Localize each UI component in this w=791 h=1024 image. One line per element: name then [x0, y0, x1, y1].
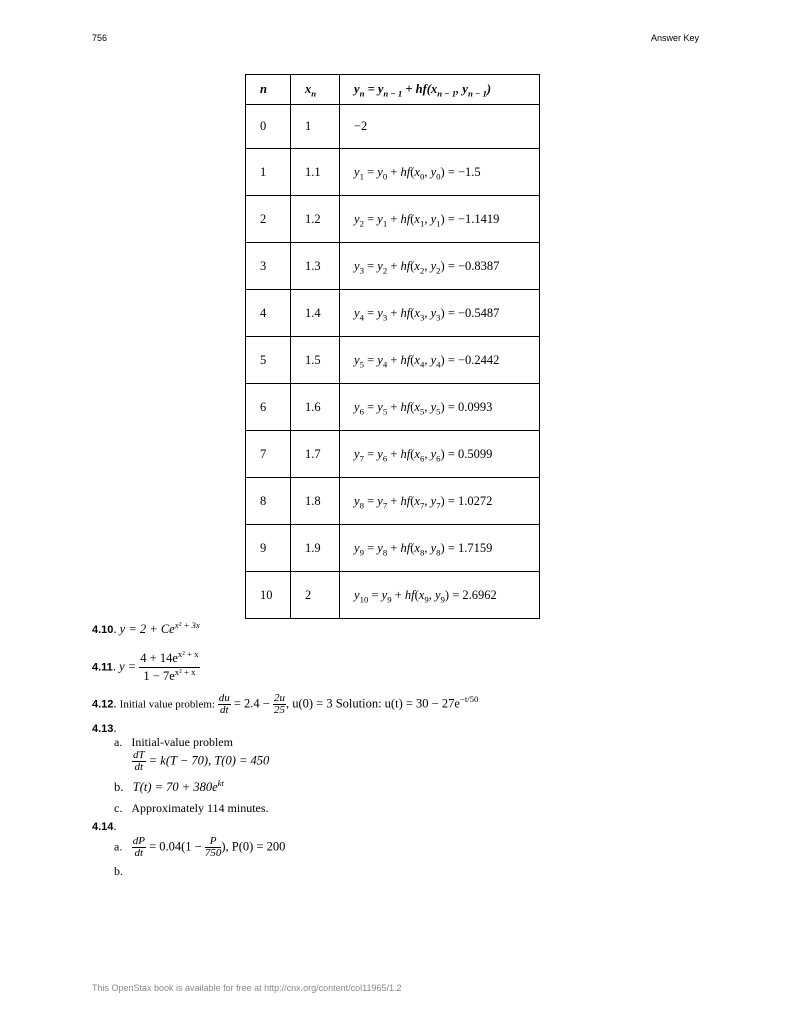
cell-x: 1.1	[291, 149, 340, 196]
cell-y: $y_3 = y_2 + hf(x_2$, $y_2) = -0.8387$	[340, 243, 540, 290]
cell-y: $y_{10} = y_9 + hf(x_9$, $y_9) = 2.6962$	[340, 572, 540, 619]
answer-4-13-b: b. $T(t) = 70 + 380e^{kt}$	[114, 777, 224, 794]
table-row	[246, 243, 540, 290]
answer-4-14-a: a. $\frac{dP}{dt}$ = 0.04(1 − $\frac{P}{750}$ ), P(0) = 200	[114, 835, 286, 859]
cell-n: 2	[246, 196, 291, 243]
cell-x: 1.3	[291, 243, 340, 290]
cell-n: 10	[246, 572, 291, 619]
table-row	[246, 105, 540, 149]
answer-4-13-label: 4.13.	[92, 721, 117, 735]
answer-4-13-a: a. Initial-value problem	[114, 735, 233, 749]
cell-n: 8	[246, 478, 291, 525]
cell-y: −2	[340, 105, 540, 149]
cell-x: 1.7	[291, 431, 340, 478]
header-xn: $x_n$	[291, 75, 340, 105]
cell-x: 1	[291, 105, 340, 149]
answer-4-14-b: b.	[114, 864, 123, 878]
table-row	[246, 478, 540, 525]
section-title: Answer Key	[650, 33, 699, 43]
cell-y: $y_5 = y_4 + hf(x_4$, $y_4) = -0.2442$	[340, 337, 540, 384]
table-row	[246, 337, 540, 384]
answer-4-13-c: c. Approximately 114 minutes.	[114, 801, 269, 815]
cell-n: 1	[246, 149, 291, 196]
cell-x: 1.5	[291, 337, 340, 384]
table-row	[246, 290, 540, 337]
header-yn: $y_n = y_{n - 1} + hf(x_{n - 1}$, $y_{n - 1}$)	[340, 75, 540, 105]
answer-4-12: 4.12. Initial value problem: $\frac{du}{dt}$ = 2.4 − $\frac{2u}{25}$ , u(0) = 3 Solution: $u(t) = 30 - 27e^{-t/50}$	[92, 692, 479, 716]
cell-n: 4	[246, 290, 291, 337]
cell-y: $y_4 = y_3 + hf(x_3$, $y_3) = -0.5487$	[340, 290, 540, 337]
cell-n: 6	[246, 384, 291, 431]
cell-y: $y_2 = y_1 + hf(x_1$, $y_1) = -1.1419$	[340, 196, 540, 243]
cell-y: $y_1 = y_0 + hf(x_0$, $y_0) = -1.5$	[340, 149, 540, 196]
euler-table	[245, 74, 540, 619]
cell-x: 1.2	[291, 196, 340, 243]
answer-4-13-a-equation: $\frac{dT}{dt}$ = k(T − 70), T(0) = 450	[133, 749, 270, 773]
answer-4-14-label: 4.14.	[92, 819, 117, 833]
table-row	[246, 525, 540, 572]
cell-x: 1.9	[291, 525, 340, 572]
cell-n: 3	[246, 243, 291, 290]
cell-y: $y_6 = y_5 + hf(x_5$, $y_5) = 0.0993$	[340, 384, 540, 431]
table-row	[246, 572, 540, 619]
cell-n: 0	[246, 105, 291, 149]
cell-y: $y_7 = y_6 + hf(x_6$, $y_6) = 0.5099$	[340, 431, 540, 478]
cell-n: 7	[246, 431, 291, 478]
table-row	[246, 196, 540, 243]
header-n: n	[246, 75, 291, 105]
cell-x: 1.4	[291, 290, 340, 337]
table-row	[246, 384, 540, 431]
cell-x: 2	[291, 572, 340, 619]
answer-4-11: 4.11. y = $\frac{4 + 14e^{x^2 + x}}{1 - 7e^{x^2 + x}}$	[92, 648, 199, 683]
cell-y: $y_9 = y_8 + hf(x_8$, $y_8) = 1.7159$	[340, 525, 540, 572]
table-row	[246, 149, 540, 196]
table-row	[246, 431, 540, 478]
page-number: 756	[92, 33, 108, 43]
cell-n: 9	[246, 525, 291, 572]
cell-x: 1.8	[291, 478, 340, 525]
cell-x: 1.6	[291, 384, 340, 431]
cell-y: $y_8 = y_7 + hf(x_7$, $y_7) = 1.0272$	[340, 478, 540, 525]
answer-4-10: 4.10. $y = 2 + Ce^{x^2 + 3x}$	[92, 619, 200, 636]
table-header-row	[246, 75, 540, 105]
cell-n: 5	[246, 337, 291, 384]
footer-text: This OpenStax book is available for free at http://cnx.org/content/col11965/1.2	[92, 983, 402, 993]
